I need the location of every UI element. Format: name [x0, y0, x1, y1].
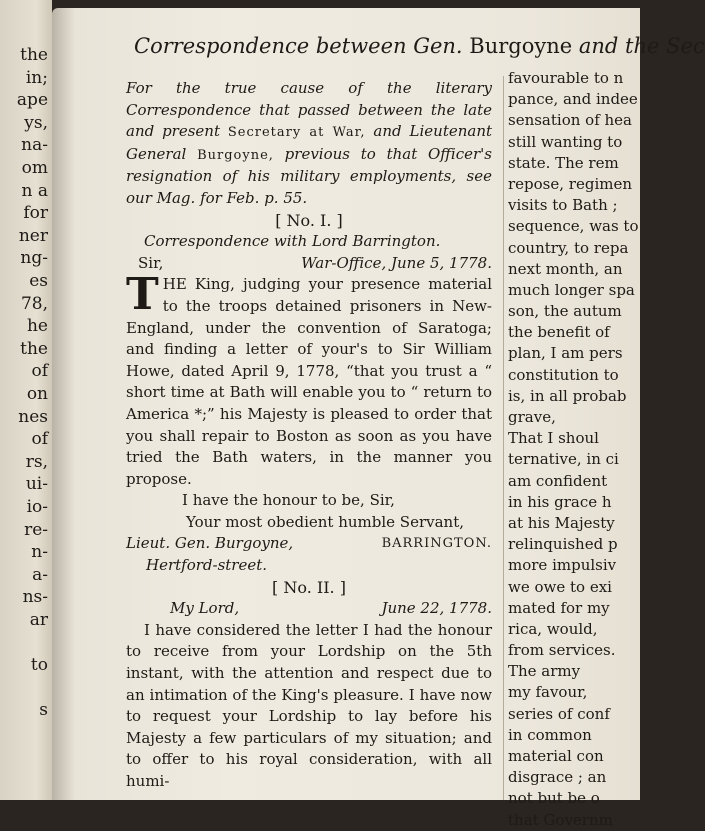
- left-page-fragment: ner: [18, 225, 48, 246]
- left-page-fragment: na-: [21, 135, 48, 156]
- letter1-servant: Your most obedient humble Servant,: [186, 512, 465, 531]
- drop-cap: T: [126, 269, 159, 321]
- right-column-line: plan, I am pers: [508, 344, 623, 363]
- letter1-addressee: Lieut. Gen. Burgoyne,: [126, 534, 294, 553]
- right-column-line: not but be o: [508, 789, 600, 808]
- right-column-line: country, to repa: [508, 238, 629, 257]
- left-page-fragment: ui-: [25, 474, 48, 495]
- letter-number-2: [ No. II. ]: [272, 577, 346, 597]
- right-column-line: constitution to: [508, 365, 619, 384]
- letter1-address: Hertford-street.: [146, 556, 268, 575]
- left-page-fragment: on: [26, 384, 48, 404]
- left-page-fragment: of: [31, 429, 48, 450]
- right-column-line: relinquished p: [508, 535, 618, 554]
- right-column-line: son, the autum: [508, 302, 622, 321]
- left-page-fragment: n-: [31, 542, 48, 563]
- right-column-line: we owe to exi: [508, 577, 612, 596]
- right-column-line: material con: [508, 747, 604, 765]
- right-column-line: in common: [508, 725, 592, 744]
- left-page-fragment: om: [21, 158, 48, 178]
- left-page-fragment: to: [30, 655, 48, 676]
- left-page-fragment: the: [20, 45, 48, 65]
- right-column-line: am confident: [508, 471, 608, 490]
- letter1-salutation: Sir,: [138, 253, 164, 272]
- right-column-line: disgrace ; an: [508, 768, 607, 787]
- left-page-fragment: ar: [29, 610, 48, 630]
- left-page-fragment: the: [20, 338, 48, 359]
- left-page-fragment: ng-: [20, 248, 48, 269]
- right-column-line: in his grace h: [508, 492, 612, 511]
- left-page-fragment: io-: [26, 497, 48, 517]
- correspondence-heading: Correspondence with Lord Barrington.: [144, 232, 441, 251]
- letter-number-1: [ No. I. ]: [275, 210, 343, 230]
- right-column-line: visits to Bath ;: [508, 196, 618, 215]
- left-page-fragment: es: [29, 271, 48, 291]
- left-page-fragment: in;: [25, 67, 48, 88]
- right-column: [508, 68, 648, 831]
- running-head-part1: Correspondence between Gen.: [134, 34, 463, 58]
- column-rule: [503, 76, 504, 800]
- letter1-body: THE King, judging your presence material to the troops detained prisoners in New-England, under the convention of Saratoga; and finding a letter of your's to Sir William Howe, dated April 9, 1778, “that you trust a “ short time at Bath will enable you to “ return to America *;” his Majesty is pleased to order that you shall repair to Boston as soon as you have tried the Bath waters, in the manner you propose.: [126, 269, 492, 488]
- right-column-line: The army: [508, 662, 581, 681]
- left-page-fragment: ns-: [22, 587, 48, 608]
- running-head: [134, 34, 705, 58]
- left-page-fragment: he: [26, 316, 48, 337]
- letter2-salutation: My Lord,: [170, 599, 240, 618]
- right-column-line: that Governm: [508, 810, 613, 829]
- left-page-fragment: of: [31, 361, 48, 382]
- right-column-line: my favour,: [508, 683, 588, 702]
- left-page-fragment: n a: [21, 180, 48, 201]
- right-column-line: much longer spa: [508, 280, 635, 299]
- facing-page-left-edge: [0, 0, 52, 800]
- right-column-line: That I shoul: [508, 429, 599, 448]
- left-page-fragment: for: [23, 203, 48, 224]
- letter2-dateline: June 22, 1778.: [381, 599, 492, 618]
- right-column-line: series of conf: [508, 704, 610, 723]
- right-column-line: sensation of hea: [508, 111, 632, 130]
- left-page-fragment: ape: [16, 90, 48, 111]
- left-page-fragment: 78,: [20, 293, 48, 314]
- letter1-closing: I have the honour to be, Sir,: [182, 491, 395, 510]
- right-column-line: is, in all probab: [508, 386, 627, 405]
- right-column-line: still wanting to: [508, 132, 623, 151]
- right-column-line: rica, would,: [508, 619, 598, 638]
- right-column-line: state. The rem: [508, 153, 619, 172]
- right-column-line: grave,: [508, 408, 556, 426]
- intro-note: For the true cause of the literary Correspondence that passed between the late and present Secretary at War, and Lieutenant General Burgoyne, previous to that Officer's resignation of his military employments, see our Mag. for Feb. p. 55.: [126, 79, 493, 207]
- right-column-line: repose, regimen: [508, 174, 632, 193]
- running-head-part2: Burgoyne: [462, 34, 579, 58]
- letter1-signature-line: [126, 533, 492, 555]
- left-page-fragment: ys,: [24, 112, 48, 133]
- right-column-line: favourable to n: [508, 69, 624, 87]
- left-column: [126, 78, 492, 793]
- right-column-line: the benefit of: [508, 323, 610, 342]
- left-page-fragment: nes: [18, 406, 48, 427]
- left-page-fragment: rs,: [25, 451, 48, 472]
- left-page-fragment: s: [39, 700, 48, 721]
- letter2-header: [126, 598, 492, 620]
- right-column-line: from services.: [508, 641, 616, 660]
- right-column-line: sequence, was to: [508, 217, 639, 236]
- magazine-page: [52, 8, 705, 829]
- left-page-fragment: a-: [32, 564, 48, 585]
- letter2-body: I have considered the letter I had the honour to receive from your Lordship on the 5th instant, with the attention and respect due to an intimation of the King's pleasure. I have now to request your Lordship to lay before his Majesty a few particulars of my situation; and to offer to his royal consideration, with all humi-: [126, 620, 492, 790]
- right-column-line: next month, an: [508, 259, 623, 278]
- letter1-signer: BARRINGTON.: [381, 536, 492, 552]
- right-column-line: at his Majesty: [508, 513, 615, 532]
- right-column-line: ternative, in ci: [508, 450, 619, 469]
- right-column-line: mated for my: [508, 598, 610, 617]
- left-page-fragment: re-: [24, 519, 48, 540]
- letter1-dateline: War-Office, June 5, 1778.: [301, 253, 492, 272]
- letter1-header: [126, 253, 492, 275]
- right-column-line: pance, and indee: [508, 90, 638, 109]
- running-head-part3: and the Sec: [578, 34, 705, 58]
- right-column-line: more impulsiv: [508, 556, 617, 575]
